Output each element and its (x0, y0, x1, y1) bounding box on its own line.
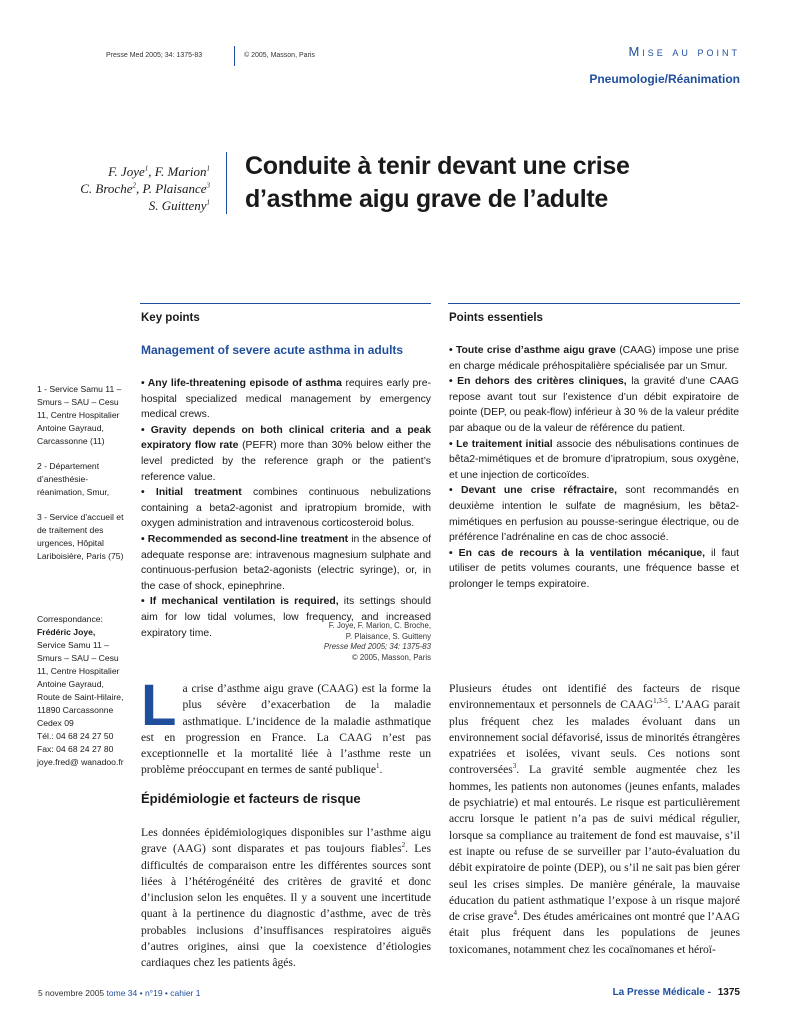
epidemiology-paragraph: Les données épidémiologiques disponibles sur l’asthme aigu grave (AAG) sont disparates et pas toujours fiables$^2$. Les difficultés de comparaison entre les différentes sources sont liées à l’hétérogénéité des critères de gravité et donc d’inclusion selon les enquêtes. Il y a souvent une incertitude quant à la pertinence du diagnostic d’asthme, avec de très probables inclusions d’insuffisances respiratoires aiguës d’autres origines, ainsi que la coexistence d’étiologies cardiaques chez les patients âgés. (141, 826, 431, 970)
section-label: Pneumologie/Réanimation (589, 72, 740, 86)
key-point-item: • Gravity depends on both clinical criteria and a peak expiratory flow rate (PEFR) more than 30% below either the level predicted by the reference graph or the patient’s reference value. (141, 424, 431, 483)
section-heading: Épidémiologie et facteurs de risque (141, 791, 361, 806)
point-essentiel-item: • Devant une crise réfractaire, sont recommandés en deuxième intention le sulfate de magnésium, les bêta2-mimétiques en perfusion au pousse-seringue électrique, ou de préférence l’adrénaline en cas de choc associé. (449, 485, 739, 544)
page-title: Conduite à tenir devant une crise d’asthme aigu grave de l’adulte (245, 152, 630, 213)
key-point-item: • Any life-threatening episode of asthma requires early pre-hospital specialized medical management by emergency medical crews. (141, 378, 431, 421)
affiliation-1: 1 - Service Samu 11 – Smurs – SAU – Cesu 11, Centre Hospitalier Antoine Gayraud, Carcassonne (11) (37, 384, 122, 446)
key-points-heading: Key points (141, 312, 200, 324)
point-essentiel-item: • Toute crise d’asthme aigu grave (CAAG) impose une prise en charge médicale préhospitalière spécialisée par un Smur. (449, 345, 739, 372)
header-divider (234, 46, 235, 66)
affiliation-2: 2 - Département d’anesthésie-réanimation, Smur, (37, 461, 110, 497)
article-credit: F. Joye, F. Marion, C. Broche, P. Plaisance, S. Guitteny Presse Med 2005; 34: 1375-83 © 2005, Masson, Paris (323, 621, 431, 662)
affiliation-3: 3 - Service d’accueil et de traitement des urgences, Hôpital Lariboisière, Paris (75) (37, 512, 124, 561)
key-points-subheading: Management of severe acute asthma in adults (141, 343, 404, 357)
copyright: © 2005, Masson, Paris (244, 52, 315, 59)
point-essentiel-item: • En dehors des critères cliniques, la gravité d’une CAAG repose avant tout sur l’existence d’un débit expiratoire de pointe (DEP, ou peak-flow) inférieur à 30 % de la valeur prédite par abaque ou de la valeur de référence du patient. (449, 376, 739, 434)
dropcap: L (141, 673, 177, 738)
citation: Presse Med 2005; 34: 1375-83 (106, 52, 203, 59)
correspondence-address: Service Samu 11 – Smurs – SAU – Cesu 11, Centre Hospitalier Antoine Gayraud, Route de Saint-Hilaire, 11890 Carcassonne Cedex 09 (37, 640, 124, 728)
point-essentiel-item: • Le traitement initial associe des nébulisations continues de bêta2-mimétiques et de bromure d’ipratropium, sous oxygène, et une injection de corticoïdes. (449, 438, 739, 481)
key-point-item: • If mechanical ventilation is required, its settings should aim for low tidal volumes, low frequency, and increased expiratory time. (141, 596, 431, 639)
correspondence (37, 613, 127, 769)
footer-issue: 5 novembre 2005 tome 34 • n°19 • cahier 1 (38, 988, 201, 998)
key-points-rule (140, 303, 431, 304)
risk-factors-paragraph: Plusieurs études ont identifié des facteurs de risque environnementaux et personnels de CAAG$^{1,3-5}$. L’AAG parait plus fréquent chez les malades évoluant dans un environnement social défavorisé, issus de minorités étrangères expatriées et isolées, vivant seuls. Ces notions sont controversées$^3$. La gravité semble augmentée chez les hommes, les patients non autonomes (jeunes enfants, malades de psychiatrie) et mal entourés. Le risque est particulièrement accru lorsque le patient n’a pas de suivi médical régulier, lorsque sa compliance au traitement de fond est mauvaise, s’il est inapte ou refuse de se surveiller par l’auto-évaluation du débit expiratoire de pointe (DEP), ou s’il ne sait pas bien gérer seul les crises simples. De manière générale, la mauvaise éducation du patient asthmatique l’expose à un risque majoré de crise grave$^4$. Des études américaines ont montré que l’AAG était plus fréquent dans les populations de jeunes toxicomanes, notamment chez les cocaïnomanes et héroï- (449, 682, 740, 956)
title-divider (226, 152, 227, 214)
correspondence-tel: Tél.: 04 68 24 27 50 (37, 731, 114, 741)
point-essentiel-item: • En cas de recours à la ventilation mécanique, il faut utiliser de petits volumes courants, une fréquence basse et prolonger le temps expiratoire. (449, 547, 739, 590)
key-points-list (141, 376, 431, 641)
correspondence-fax: Fax: 04 68 24 27 80 (37, 744, 114, 754)
affiliations (37, 383, 127, 575)
correspondence-label: Correspondance: (37, 614, 103, 624)
key-point-item: • Initial treatment combines continuous nebulizations containing a beta2-agonist and ipratropium bromide, with oxygen administration and intravenous corticosteroid bolus. (141, 487, 431, 530)
points-essentiels-rule (448, 303, 740, 304)
page-number: 1375 (717, 987, 740, 998)
author-list: F. Joye$^1$, F. Marion$^1$ C. Broche$^2$, P. Plaisance$^3$ S. Guitteny$^1$ (80, 164, 210, 213)
points-essentiels-heading: Points essentiels (449, 312, 543, 324)
correspondence-name: Frédéric Joye, (37, 627, 96, 637)
intro-paragraph: La crise d’asthme aigu grave (CAAG) est la forme la plus sévère d’exacerbation de la maladie asthmatique. L’incidence de la maladie asthmatique est en progression en France. La CAAG n’est pas exceptionnelle et la mortalité liée à l’asthme reste un problème préoccupant en termes de santé publique$^1$. (141, 673, 431, 777)
footer-journal: La Presse Médicale - 1375 (612, 987, 740, 998)
points-essentiels-list (449, 343, 739, 593)
correspondence-email: joye.fred@ wanadoo.fr (37, 757, 124, 767)
key-point-item: • Recommended as second-line treatment in the absence of adequate response are: intravenous magnesium sulphate and continuous-perfusion beta2-agonists (electric syringe), or, in the case of shock, epinephrine. (141, 533, 431, 592)
rubric: Mise au point (628, 44, 740, 59)
